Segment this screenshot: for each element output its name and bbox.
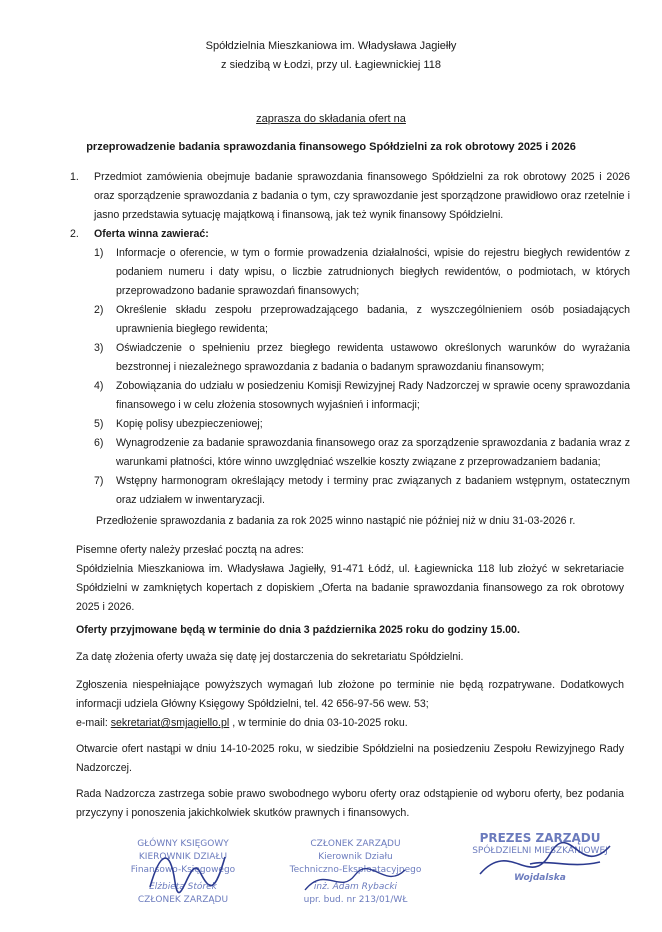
signatures-area	[0, 830, 662, 932]
section-2-title: Oferta winna zawierać:	[94, 228, 209, 240]
header-org-name: Spółdzielnia Mieszkaniowa im. Władysława Jagiełły	[205, 40, 457, 52]
date-rule: Za datę złożenia oferty uważa się datę jej dostarczenia do sekretariatu Spółdzielni.	[76, 651, 464, 663]
signature-middle	[300, 860, 410, 905]
list-item: 6) Wynagrodzenie za badanie sprawozdania finansowego oraz za sporządzenie sprawozdania z badania wraz z warunkami płatności, które winno uwzględniać wszelkie koszty związane z przeprowadzaniem badania;	[94, 437, 630, 468]
address-paragraph	[76, 541, 624, 617]
signature-left	[140, 842, 230, 902]
signature-right	[470, 834, 620, 894]
list-item: 2) Określenie składu zespołu przeprowadzającego badania, z wyszczególnieniem osób posiadających uprawnienia biegłego rewidenta;	[94, 304, 630, 335]
offers-deadline: Oferty przyjmowane będą w terminie do dnia 3 października 2025 roku do godziny 15.00.	[76, 624, 520, 636]
list-item: 3) Oświadczenie o spełnieniu przez biegłego rewidenta ustawowo określonych warunków do wyrażania bezstronnej i niezależnego sprawozdania z badania o badanym sprawozdaniu finansowym;	[94, 342, 630, 373]
stamp-president: PREZES ZARZĄDU SPÓŁDZIELNI MIESZKANIOWEJ Wojdalska	[472, 831, 608, 883]
header-address: z siedzibą w Łodzi, przy ul. Łagiewnickiej 118	[221, 59, 441, 71]
address-intro: Pisemne oferty należy przesłać pocztą na adres:	[76, 544, 304, 556]
opening-paragraph: Otwarcie ofert nastąpi w dniu 14-10-2025 roku, w siedzibie Spółdzielni na posiedzeniu Zespołu Rewizyjnego Rady Nadzorczej.	[76, 743, 624, 774]
offer-requirements-list	[94, 244, 630, 510]
invite-line: zaprasza do składania ofert na	[256, 113, 406, 125]
reservation-paragraph: Rada Nadzorcza zastrzega sobie prawo swobodnego wyboru oferty oraz odstąpienie od wyboru oferty, bez podania przyczyny i ponoszenia jakichkolwiek skutków prawnych i finansowych.	[76, 788, 624, 819]
list-item: 4) Zobowiązania do udziału w posiedzeniu Komisji Rewizyjnej Rady Nadzorczej w sprawie oceny sprawozdania finansowego i w celu złożenia stosownych wyjaśnień i informacji;	[94, 380, 630, 411]
section-1-text: Przedmiot zamówienia obejmuje badanie sprawozdania finansowego Spółdzielni za rok obrotowy 2025 i 2026 oraz sporządzenie sprawozdania z badania o tym, czy sprawozdanie jest sporządzone prawidłowo oraz rzetelnie i jasno przedstawia sytuację majątkową i finansową, jak też wynik finansowy Spółdzielni.	[94, 171, 630, 221]
rejection-paragraph: Zgłoszenia niespełniające powyższych wymagań lub złożone po terminie nie będą rozpatrywane. Dodatkowych informacji udziela Główny Księgowy Spółdzielni, tel. 42 656-97-56 wew. 53; e-mail: sekretariat@smjagiello.pl , w terminie do dnia 03-10-2025 roku.	[76, 679, 624, 729]
section-1-number: 1.	[70, 171, 79, 183]
report-deadline: Przedłożenie sprawozdania z badania za rok 2025 winno nastąpić nie później niż w dniu 31-03-2026 r.	[96, 515, 576, 527]
section-1	[70, 168, 630, 225]
stamp-chief-accountant: GŁÓWNY KSIĘGOWY KIEROWNIK DZIAŁU Finansowo-Księgowego Elżbieta Stórek CZŁONEK ZARZĄDU	[130, 839, 236, 905]
list-item: 5) Kopię polisy ubezpieczeniowej;	[94, 418, 263, 430]
section-2	[70, 225, 630, 244]
subject-title: przeprowadzenie badania sprawozdania finansowego Spółdzielni za rok obrotowy 2025 i 2026	[86, 141, 576, 153]
list-item: 7) Wstępny harmonogram określający metody i terminy prac związanych z badaniem wstępnym, ostatecznym oraz udziałem w inwentaryzacji.	[94, 475, 630, 506]
section-2-number: 2.	[70, 228, 79, 240]
address-text: Spółdzielnia Mieszkaniowa im. Władysława Jagiełły, 91-471 Łódź, ul. Łagiewnicka 118 lub złożyć w sekretariacie Spółdzielni w zamkniętych kopertach z dopiskiem „Oferta na badanie sprawozdania finansowego za rok obrotowy 2025 i 2026.	[76, 563, 624, 613]
rejection-text: Zgłoszenia niespełniające powyższych wymagań lub złożone po terminie nie będą rozpatrywane. Dodatkowych informacji udziela Główny Księgowy Spółdzielni, tel. 42 656-97-56 wew. 53;	[76, 679, 624, 710]
list-item: 1) Informacje o oferencie, w tym o formie prowadzenia działalności, wpisie do rejestru biegłych rewidentów z podaniem numeru i daty wpisu, o liczbie zatrudnionych biegłych rewidentów, o podmiotach, w których przeprowadzono badanie sprawozdań finansowych;	[94, 247, 630, 297]
stamp-board-member: CZŁONEK ZARZĄDU Kierownik Działu Techniczno-Eksploatacyjnego inż. Adam Rybacki upr. bud. nr 213/01/WŁ	[289, 839, 422, 905]
email-link[interactable]: sekretariat@smjagiello.pl	[110, 717, 230, 729]
